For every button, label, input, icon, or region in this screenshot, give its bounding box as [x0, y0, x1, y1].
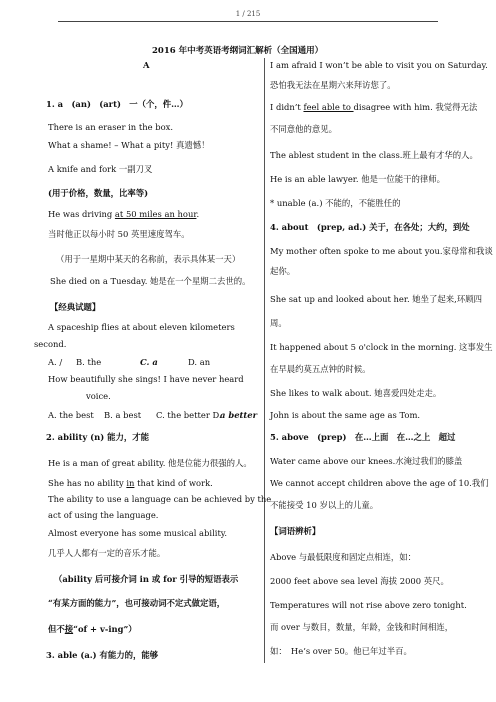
derived-word: * unable (a.) 不能的，不能胜任的: [270, 198, 401, 208]
translation-line: 不能接受 10 岁以上的儿童。: [270, 500, 379, 510]
translation-line: 不同意他的意见。: [270, 124, 337, 134]
example-line: Temperatures will not rise above zero tonight.: [270, 600, 467, 610]
option-c-answer: C. a: [140, 357, 158, 367]
example-line: Water came above our knees.水淹过我们的膝盖: [270, 456, 463, 466]
example-line: She died on a Tuesday. 她是在一个星期二去世的。: [50, 276, 251, 286]
question-1-cont: second.: [34, 339, 67, 349]
entry-a-heading: 1. a (an) (art) 一（个，件…）: [46, 99, 188, 109]
option-a: A. the best: [48, 410, 94, 420]
example-line: The ability to use a language can be achieved by the: [48, 494, 272, 504]
translation-line: 起你。: [270, 266, 296, 276]
page-number: 1 / 215: [235, 10, 261, 18]
entry-about-heading: 4. about (prep, ad.) 关于，在各处；大约，到处: [270, 222, 470, 232]
example-line: 2000 feet above sea level 海拔 2000 英尺。: [270, 576, 449, 586]
example-line: He is an able lawyer. 他是一位能干的律师。: [270, 174, 445, 184]
example-line: act of using the language.: [48, 510, 159, 520]
column-divider: [264, 58, 265, 663]
example-line: He is a man of great ability. 他是位能力很强的人。: [48, 458, 252, 468]
example-line: She sat up and looked about her. 她坐了起来,环顾四: [270, 294, 482, 304]
header-rule: [58, 21, 438, 22]
option-b: B. a best: [104, 410, 142, 420]
example-line: It happened about 5 o'clock in the morning. 这事发生: [270, 342, 493, 352]
example-line: Almost everyone has some musical ability.: [48, 528, 228, 538]
usage-note: （用于一星期中某天的名称前，表示具体某一天）: [56, 254, 241, 264]
explanation-line: Above 与最低限度和固定点相连，如：: [270, 552, 417, 562]
usage-note: 但不接“of + v-ing”）: [48, 624, 137, 634]
option-c: C. the better D.: [156, 410, 222, 420]
usage-note: “有某方面的能力”，也可接动词不定式做定语，: [48, 598, 226, 608]
usage-note: （ability 后可接介词 in 或 for 引导的短语表示: [54, 574, 239, 584]
option-b: B. the: [76, 357, 102, 367]
option-d-answer: a better: [220, 410, 258, 420]
example-line: My mother often spoke to me about you.家母常和我谈: [270, 246, 493, 256]
entry-ability-heading: 2. ability (n) 能力，才能: [46, 432, 149, 442]
question-2: How beautifully she sings! I have never heard: [48, 374, 244, 384]
example-line: John is about the same age as Tom.: [270, 410, 421, 420]
translation-line: 周。: [270, 318, 287, 328]
example-line: We cannot accept children above the age of 10.我们: [270, 478, 489, 488]
translation-line: 几乎人人都有一定的音乐才能。: [48, 548, 166, 558]
example-line: A knife and fork 一副刀叉: [48, 164, 153, 174]
example-line: I am afraid I won’t be able to visit you on Saturday.: [270, 60, 488, 70]
example-line: She likes to walk about. 她喜爱四处走走。: [270, 388, 442, 398]
option-a: A. /: [48, 357, 63, 367]
entry-above-heading: 5. above (prep) 在…上面 在…之上 超过: [270, 432, 456, 442]
example-line: What a shame! – What a pity! 真遗憾！: [48, 140, 210, 150]
vocabulary-analysis-heading: 【词语辨析】: [270, 526, 321, 536]
example-line: He was driving at 50 miles an hour.: [48, 209, 200, 219]
example-line: 如： He’s over 50。他已年过半百。: [270, 646, 412, 656]
explanation-line: 而 over 与数目，数量，年龄，金钱和时间相连，: [270, 622, 454, 632]
entry-able-heading: 3. able (a.) 有能力的，能够: [46, 650, 159, 660]
translation-line: 在早晨约莫五点钟的时候。: [270, 364, 371, 374]
example-line: She has no ability in that kind of work.: [48, 478, 213, 488]
question-1: A spaceship flies at about eleven kilometers: [48, 322, 235, 332]
example-line: There is an eraser in the box.: [48, 122, 174, 132]
example-line: I didn’t feel able to disagree with him. 我觉得无法: [270, 102, 478, 112]
example-line: The ablest student in the class.班上最有才华的人。: [270, 150, 478, 160]
section-letter: A: [143, 60, 150, 70]
option-d: D. an: [188, 357, 211, 367]
exam-questions-heading: 【经典试题】: [50, 302, 101, 312]
translation-line: 当时他正以每小时 50 英里速度驾车。: [48, 229, 190, 239]
question-2-cont: voice.: [86, 391, 111, 401]
translation-line: 恐怕我无法在星期六来拜访您了。: [270, 80, 396, 90]
document-title: 2016 年中考英语考纲词汇解析（全国通用）: [152, 46, 324, 56]
usage-note: (用于价格，数量，比率等): [48, 188, 149, 198]
